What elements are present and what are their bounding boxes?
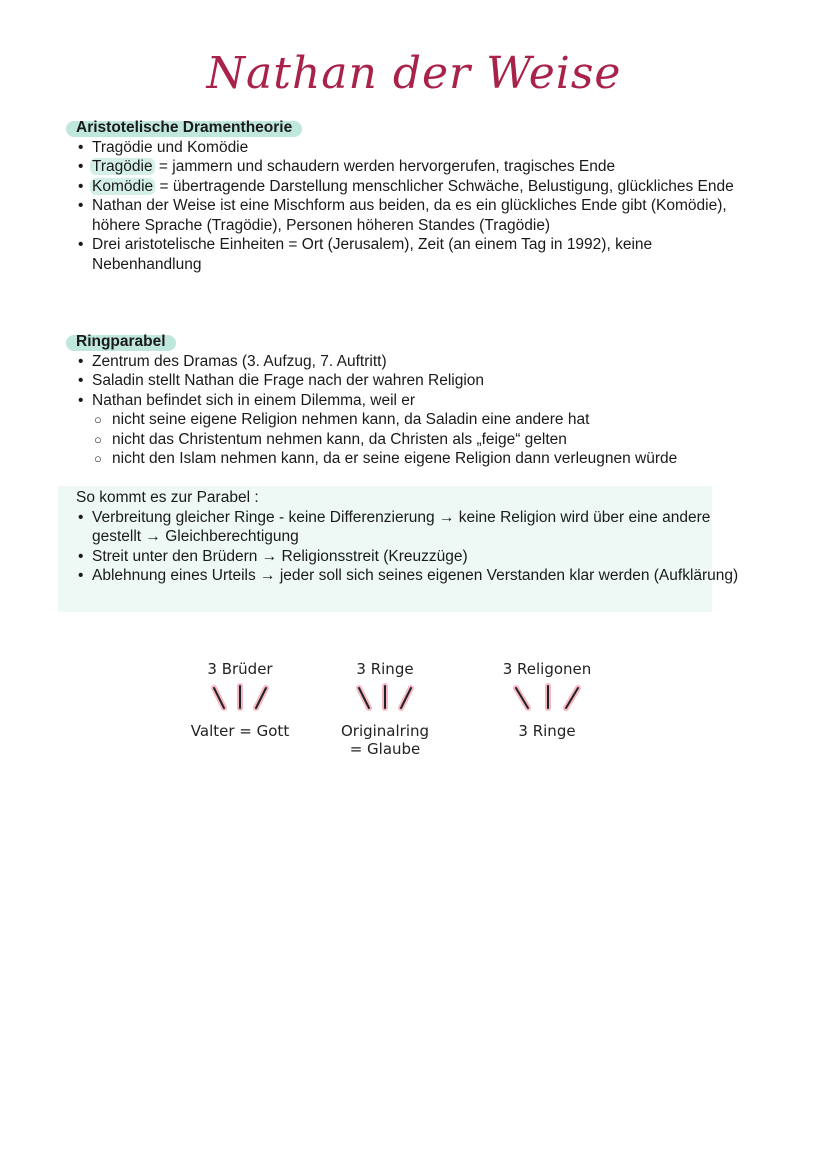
list-item: • Nathan befindet sich in einem Dilemma, weil er [78, 391, 416, 409]
sub-list-item: ○ nicht das Christentum nehmen kann, da Christen als „feige“ gelten [94, 430, 567, 448]
list-item: • Nathan der Weise ist eine Mischform aus beiden, da es ein glückliches Ende gibt (Komödie), höhere Sprache (Tragödie), Personen höheren Standes (Tragödie) [78, 197, 727, 234]
list-item: • Saladin stellt Nathan die Frage nach der wahren Religion [78, 372, 485, 389]
sublist-dilemma [76, 410, 756, 469]
sub-list-item: ○ nicht den Islam nehmen kann, da er seine eigene Religion dann verleugnen würde [94, 450, 678, 467]
converging-lines-icon [512, 684, 582, 718]
heading-aristoteles: Aristotelische Dramentheorie [72, 118, 302, 138]
sub-list-item: ○ nicht seine eigene Religion nehmen kann, da Saladin eine andere hat [94, 411, 590, 428]
list-item: • Komödie = übertragende Darstellung menschlicher Schwäche, Belustigung, glückliches Ende [78, 177, 734, 195]
section-aristoteles [76, 118, 756, 274]
list-item: • Tragödie = jammern und schaudern werden hervorgerufen, tragisches Ende [78, 158, 616, 175]
list-item: • Ablehnung eines Urteils → jeder soll sich seines eigenen Verstanden klar werden (Aufklärung) [78, 567, 739, 584]
converging-lines-icon [355, 684, 415, 718]
term-highlight: Tragödie [92, 158, 153, 175]
list-parabel [76, 508, 756, 586]
converging-lines-icon [210, 684, 270, 718]
diagram-bottom-label: Valter = Gott [190, 722, 290, 740]
heading-ringparabel: Ringparabel [72, 332, 176, 352]
section-parabel [76, 488, 756, 586]
list-item: • Drei aristotelische Einheiten = Ort (Jerusalem), Zeit (an einem Tag in 1992), keine Nebenhandlung [78, 236, 653, 273]
parabel-intro: So kommt es zur Parabel : [76, 489, 259, 506]
diagram-group-brueder [190, 660, 290, 740]
list-item: • Verbreitung gleicher Ringe - keine Differenzierung → keine Religion wird über eine andere gestellt → Gleichberechtigung [78, 508, 711, 545]
list-aristoteles [76, 138, 756, 275]
diagram-bottom-label: 3 Ringe [518, 722, 576, 740]
list-ringparabel [76, 352, 756, 411]
list-item: • Tragödie und Komödie [78, 138, 249, 156]
diagram-group-ringe [335, 660, 435, 758]
section-ringparabel [76, 332, 756, 469]
term-highlight: Komödie [92, 177, 154, 195]
list-item: • Zentrum des Dramas (3. Aufzug, 7. Auftritt) [78, 352, 387, 370]
diagram-top-label: 3 Brüder [207, 660, 273, 678]
diagram-group-religionen [492, 660, 602, 740]
diagram-top-label: 3 Ringe [356, 660, 414, 678]
diagram-top-label: 3 Religonen [502, 660, 592, 678]
diagram-bottom-label-2: = Glaube [349, 740, 421, 758]
list-item: • Streit unter den Brüdern → Religionsstreit (Kreuzzüge) [78, 547, 468, 565]
diagram-bottom-label: Originalring [340, 722, 430, 740]
page-title: Nathan der Weise [206, 48, 622, 99]
